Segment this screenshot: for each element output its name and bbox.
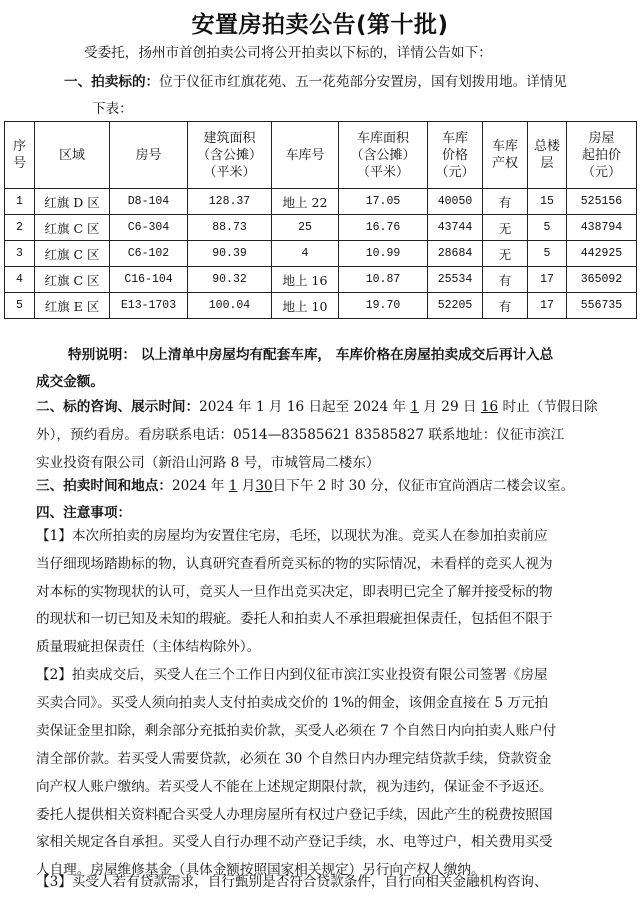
section2-date-c: 月 29 日 — [419, 399, 481, 415]
section2-heading: 二、标的咨询、展示时间： — [36, 399, 200, 415]
table-cell: 红旗 C 区 — [35, 241, 110, 267]
section3-month: 1 — [228, 478, 238, 494]
table-header-cell — [272, 122, 339, 189]
table-cell: D8-104 — [110, 189, 188, 215]
table-header-text: （元） — [435, 164, 475, 180]
table-cell: E13-1703 — [110, 293, 188, 319]
section1-text-b: 下表： — [92, 101, 133, 117]
table-body — [5, 189, 637, 319]
section1-text-a: 位于仪征市红旗花苑、五一花苑部分安置房，国有划拨用地。详情见 — [159, 74, 567, 90]
table-header-text: 房屋 — [588, 130, 615, 146]
section3-rest: 日下午 2 时 30 分，仪征市宜尚酒店二楼会议室。 — [272, 478, 575, 494]
table-cell: 地上 10 — [272, 293, 339, 319]
table-cell: 25 — [272, 215, 339, 241]
table-header-text: 车库 — [441, 130, 468, 146]
section1-line — [64, 72, 567, 92]
note2-line: 清全部价款。若买受人需要贷款，必须在 30 个自然日内办理完结贷款手续，贷款资金 — [36, 750, 552, 767]
table-cell: 17 — [528, 267, 567, 293]
table-cell: 5 — [5, 293, 35, 319]
table-cell: 40050 — [428, 189, 483, 215]
page-title: 安置房拍卖公告(第十批) — [191, 12, 449, 38]
table-cell: 3 — [5, 241, 35, 267]
table-cell: 有 — [483, 293, 528, 319]
section4-heading: 四、注意事项： — [36, 505, 132, 521]
table-cell: 25534 — [428, 267, 483, 293]
table-row — [5, 241, 637, 267]
section1-heading: 一、拍卖标的： — [64, 74, 160, 90]
table-header-text: 车库面积 — [356, 130, 409, 146]
section2 — [36, 394, 614, 477]
table-header-text: 产权 — [491, 156, 518, 171]
table-cell: 19.70 — [339, 293, 428, 319]
note2-line: 卖保证金里扣除，剩余部分充抵拍卖价款，买受人必须在 7 个自然日内向拍卖人账户付 — [36, 722, 557, 739]
table-cell: 88.73 — [188, 215, 272, 241]
table-header-text: 区域 — [58, 147, 85, 163]
table-cell: 17.05 — [339, 189, 428, 215]
section3-month-unit: 月 — [237, 478, 256, 494]
table-header-text: 序 — [12, 139, 26, 154]
section3-heading: 三、拍卖时间和地点： — [36, 478, 172, 494]
note1-line: 【1】本次所拍卖的房屋均为安置住宅房，毛坯，以现状为准。竞买人在参加拍卖前应 — [36, 528, 548, 544]
table-cell: 556735 — [567, 293, 637, 319]
table-cell: 100.04 — [188, 293, 272, 319]
note1-line: 当仔细现场踏勘标的物，认真研究查看所竞买标的物的实际情况，未看样的竞买人视为 — [36, 555, 553, 572]
table-cell: 4 — [272, 241, 339, 267]
table-header-cell — [35, 122, 110, 189]
table-cell: C16-104 — [110, 267, 188, 293]
table-cell: 无 — [483, 215, 528, 241]
section2-month: 1 — [410, 399, 420, 415]
table-cell: 10.99 — [339, 241, 428, 267]
section2-date-e: 时止（节假日除 — [498, 399, 598, 415]
table-cell: 红旗 E 区 — [35, 293, 110, 319]
table-row — [5, 293, 637, 319]
special-note-line1: 特别说明： 以上清单中房屋均有配套车库， 车库价格在房屋拍卖成交后再计入总 — [68, 347, 554, 363]
table-cell: 1 — [5, 189, 35, 215]
note1-line: 对本标的实物现状的认可，竞买人一旦作出竞买决定，即表明已完全了解并接受标的物 — [36, 583, 553, 600]
table-header-text: 价格 — [441, 147, 468, 163]
section3-year: 2024 年 — [171, 478, 229, 494]
table-header-text: 房号 — [135, 147, 162, 163]
table-cell: 90.32 — [188, 267, 272, 293]
table-header-cell — [483, 122, 528, 189]
table-cell: 4 — [5, 267, 35, 293]
table-cell: 90.39 — [188, 241, 272, 267]
table-cell: 28684 — [428, 241, 483, 267]
table-cell: 438794 — [567, 215, 637, 241]
table-cell: 地上 16 — [272, 267, 339, 293]
table-header-text: 车库号 — [285, 147, 325, 163]
table-cell: 52205 — [428, 293, 483, 319]
note1-line: 的现状和一切已知及未知的瑕疵。委托人和拍卖人不承担瑕疵担保责任，包括但不限于 — [36, 611, 553, 628]
table-cell: 红旗 C 区 — [35, 215, 110, 241]
note2-line: 【2】拍卖成交后，买受人在三个工作日内到仪征市滨江实业投资有限公司签署《房屋 — [36, 667, 548, 683]
table-header-text: 层 — [540, 156, 554, 171]
table-header-text: （平米） — [356, 164, 409, 180]
table-header-text: 号 — [12, 156, 26, 171]
note3 — [36, 869, 614, 897]
table-cell: 红旗 C 区 — [35, 267, 110, 293]
table-cell: 地上 22 — [272, 189, 339, 215]
table-header-cell — [339, 122, 428, 189]
table-cell: 无 — [483, 241, 528, 267]
table-cell: 15 — [528, 189, 567, 215]
table-header-text: 总楼 — [533, 139, 560, 154]
table-header-cell — [528, 122, 567, 189]
table-header-text: （平米） — [203, 164, 256, 180]
table-header-text: 建筑面积 — [203, 130, 256, 146]
table-cell: 5 — [528, 215, 567, 241]
table-cell: 442925 — [567, 241, 637, 267]
note1 — [36, 523, 614, 662]
table-cell: 365092 — [567, 267, 637, 293]
table-header-text: （含公摊） — [350, 147, 416, 163]
table-row — [5, 267, 637, 293]
section2-date-a: 2024 年 1 月 16 日起至 2024 年 — [199, 399, 411, 415]
table-cell: 128.37 — [188, 189, 272, 215]
table-header-text: 起拍价 — [581, 147, 621, 163]
table-cell: 43744 — [428, 215, 483, 241]
table-header-cell — [5, 122, 35, 189]
section3 — [36, 476, 574, 496]
table-header-cell — [188, 122, 272, 189]
special-note-line2: 成交金额。 — [36, 374, 104, 390]
table-cell: 有 — [483, 267, 528, 293]
table-cell: 红旗 D 区 — [35, 189, 110, 215]
table-header-cell — [567, 122, 637, 189]
table-header-cell — [428, 122, 483, 189]
note2-line: 委托人提供相关资料配合买受人办理房屋所有权过户登记手续，因此产生的税费按照国 — [36, 806, 553, 823]
section3-day: 30 — [255, 478, 273, 494]
table-row — [5, 215, 637, 241]
section2-line3: 实业投资有限公司（新沿山河路 8 号，市城管局二楼东） — [36, 454, 380, 471]
note2 — [36, 662, 614, 885]
table-cell: 2 — [5, 215, 35, 241]
section2-hour: 16 — [480, 399, 499, 415]
table-cell: 有 — [483, 189, 528, 215]
table-cell: 525156 — [567, 189, 637, 215]
table-header-text: 车库 — [491, 139, 518, 154]
note2-line: 家相关规定各自承担。买受人自行办理不动产登记手续，水、电等过户，相关费用买受 — [36, 834, 553, 851]
table-header-text: （含公摊） — [196, 147, 262, 163]
intro-text: 受委托，扬州市首创拍卖公司将公开拍卖以下标的，详情公告如下： — [84, 45, 492, 61]
section2-line2: 外），预约看房。看房联系电话：0514—83585621 83585827 联系地址：仪征市滨江 — [36, 426, 565, 443]
table-header-cell — [110, 122, 188, 189]
note2-line: 买卖合同》。买受人须向拍卖人支付拍卖成交价的 1%的佣金，该佣金直接在 5 万元拍 — [36, 694, 549, 711]
auction-table — [4, 121, 637, 319]
table-header-row — [5, 122, 637, 189]
table-cell: 10.87 — [339, 267, 428, 293]
table-cell: C6-102 — [110, 241, 188, 267]
table-cell: 5 — [528, 241, 567, 267]
note1-line: 质量瑕疵担保责任（主体结构除外）。 — [36, 639, 261, 656]
table-cell: 17 — [528, 293, 567, 319]
table-row — [5, 189, 637, 215]
table-cell: 16.76 — [339, 215, 428, 241]
table-cell: C6-304 — [110, 215, 188, 241]
note3-line: 【3】买受人若有贷款需求，自行甄别是否符合贷款条件，自行向相关金融机构咨询、 — [36, 874, 548, 890]
table-header-text: （元） — [581, 164, 621, 180]
note2-line: 人自理。房屋维修基金（具体金额按照国家相关规定）另行向产权人缴纳。 — [36, 862, 485, 879]
note2-line: 向产权人账户缴纳。若买受人不能在上述规定期限付款，视为违约，保证金不予返还。 — [36, 778, 553, 795]
